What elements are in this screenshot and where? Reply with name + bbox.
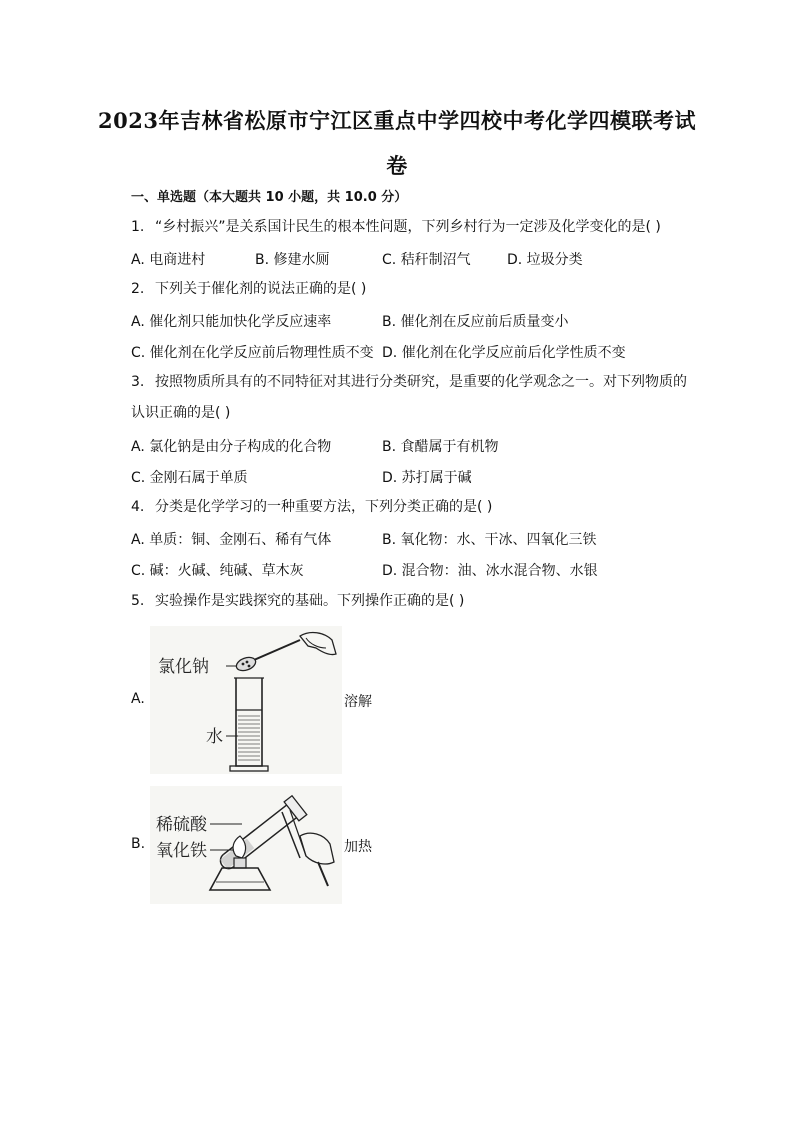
- label-water: 水: [206, 727, 223, 747]
- question-3-text-continued: 认识正确的是( ): [131, 405, 231, 421]
- question-5-text: 实验操作是实践探究的基础。下列操作正确的是( ): [155, 593, 465, 609]
- question-3-text: 按照物质所具有的不同特征对其进行分类研究，是重要的化学观念之一。对下列物质的: [155, 374, 687, 390]
- question-4: 4. 分类是化学学习的一种重要方法，下列分类正确的是( ): [131, 499, 493, 515]
- graduated-cylinder: [236, 678, 262, 766]
- question-2: 2. 下列关于催化剂的说法正确的是( ): [131, 281, 367, 297]
- title-line-2: 卷: [386, 153, 408, 178]
- option-c[interactable]: C. 秸秆制沼气: [382, 252, 471, 268]
- spoon-bowl: [235, 655, 258, 673]
- option-c[interactable]: C. 催化剂在化学反应前后物理性质不变: [131, 345, 374, 361]
- option-b[interactable]: B. 催化剂在反应前后质量变小: [382, 314, 569, 330]
- option-b[interactable]: B. 修建水厕: [255, 252, 330, 268]
- hand-shape: [300, 833, 334, 864]
- option-a[interactable]: A. 单质：铜、金刚石、稀有气体: [131, 532, 332, 548]
- option-d[interactable]: D. 苏打属于碱: [382, 470, 472, 486]
- option-b[interactable]: B. 食醋属于有机物: [382, 439, 499, 455]
- question-5: 5. 实验操作是实践探究的基础。下列操作正确的是( ): [131, 593, 465, 609]
- option-a-label[interactable]: A.: [131, 691, 145, 707]
- title-line-1: 2023年吉林省松原市宁江区重点中学四校中考化学四模联考试: [98, 108, 696, 133]
- option-a-caption: 溶解: [344, 694, 372, 710]
- question-1-text: “乡村振兴”是关系国计民生的根本性问题，下列乡村行为一定涉及化学变化的是( ): [155, 219, 661, 235]
- test-tube: [215, 796, 307, 875]
- option-c[interactable]: C. 碱：火碱、纯碱、草木灰: [131, 563, 304, 579]
- question-2-text: 下列关于催化剂的说法正确的是( ): [155, 281, 367, 297]
- option-d[interactable]: D. 垃圾分类: [507, 252, 583, 268]
- option-a[interactable]: A. 电商进村: [131, 252, 206, 268]
- question-3: 3. 按照物质所具有的不同特征对其进行分类研究，是重要的化学观念之一。对下列物质的: [131, 374, 687, 390]
- alcohol-lamp: [210, 868, 270, 890]
- option-b[interactable]: B. 氧化物：水、干冰、四氧化三铁: [382, 532, 597, 548]
- spoon-handle: [254, 640, 300, 660]
- option-a[interactable]: A. 催化剂只能加快化学反应速率: [131, 314, 332, 330]
- option-b-label[interactable]: B.: [131, 836, 146, 852]
- question-4-text: 分类是化学学习的一种重要方法，下列分类正确的是( ): [155, 499, 493, 515]
- option-d[interactable]: D. 混合物：油、冰水混合物、水银: [382, 563, 598, 579]
- lamp-wick-holder: [234, 858, 246, 868]
- option-c[interactable]: C. 金刚石属于单质: [131, 470, 248, 486]
- heating-diagram[interactable]: [150, 786, 342, 904]
- question-1: 1. “乡村振兴”是关系国计民生的根本性问题，下列乡村行为一定涉及化学变化的是( ): [131, 219, 661, 235]
- label-dilute-sulfuric-acid: 稀硫酸: [156, 815, 207, 835]
- option-d[interactable]: D. 催化剂在化学反应前后化学性质不变: [382, 345, 626, 361]
- option-a[interactable]: A. 氯化钠是由分子构成的化合物: [131, 439, 332, 455]
- graduation-marks: [238, 716, 260, 760]
- section-heading: 一、单选题（本大题共 10 小题，共 10.0 分）: [131, 190, 408, 205]
- label-sodium-chloride: 氯化钠: [158, 657, 209, 677]
- option-b-caption: 加热: [344, 839, 372, 855]
- dissolving-diagram[interactable]: [150, 626, 342, 774]
- label-iron-oxide: 氧化铁: [156, 841, 207, 861]
- dissolving-illustration: [150, 626, 342, 774]
- heating-illustration: [150, 786, 342, 904]
- hand-shape: [300, 633, 336, 655]
- exam-title: [95, 98, 699, 188]
